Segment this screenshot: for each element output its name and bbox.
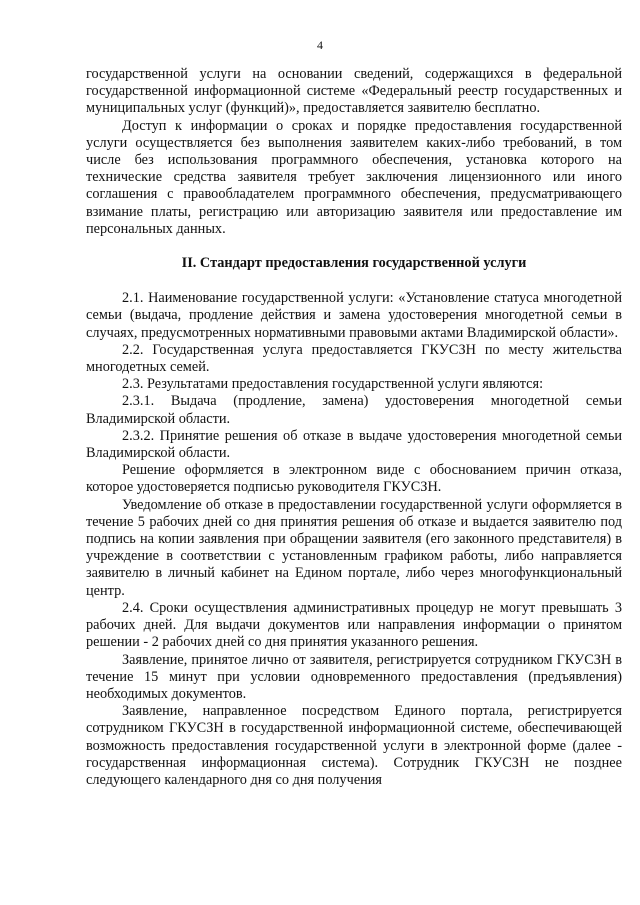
paragraph: 2.3. Результатами предоставления государственной услуги являются: bbox=[122, 376, 544, 393]
paragraph: Уведомление об отказе в предоставлении государственной услуги оформляется в течение 5 рабочих дней со дня принятия решения об отказе и выдается заявителю под подпись на копии заявления при обращении заявителя (его законного представителя) в учреждение в соответствии с установленным графиком работы, либо направляется заявителю в личный кабинет на Едином портале, либо через многофункциональный центр. bbox=[86, 496, 622, 599]
page-number: 4 bbox=[317, 38, 323, 52]
paragraph: Заявление, направленное посредством Единого портала, регистрируется сотрудником ГКУСЗН в государственной информационной системе, обеспечивающей возможность предоставления государственной услуги в электронной форме (далее - государственная информационная система). Сотрудник ГКУСЗН не позднее следующего календарного дня со дня получения bbox=[86, 703, 622, 788]
section-heading: II. Стандарт предоставления государственной услуги bbox=[181, 255, 527, 272]
paragraph: Решение оформляется в электронном виде с обоснованием причин отказа, которое удостоверяется подписью руководителя ГКУСЗН. bbox=[86, 462, 622, 496]
document-body bbox=[86, 66, 622, 789]
paragraph: 2.4. Сроки осуществления административных процедур не могут превышать 3 рабочих дней. Для выдачи документов или направления информации о принятом решении - 2 рабочих дней со дня принятия указанного решения. bbox=[86, 599, 622, 651]
paragraph: 2.3.1. Выдача (продление, замена) удостоверения многодетной семьи Владимирской области. bbox=[86, 393, 622, 427]
paragraph: 2.3.2. Принятие решения об отказе в выдаче удостоверения многодетной семьи Владимирской области. bbox=[86, 427, 622, 462]
paragraph: государственной услуги на основании сведений, содержащихся в федеральной государственной информационной системе «Федеральный реестр государственных и муниципальных услуг (функций)», предоставляется заявителю бесплатно. bbox=[86, 66, 622, 117]
paragraph: Заявление, принятое лично от заявителя, регистрируется сотрудником ГКУСЗН в течение 15 минут при условии одновременного предоставления (предъявления) необходимых документов. bbox=[86, 651, 622, 702]
paragraph: 2.2. Государственная услуга предоставляется ГКУСЗН по месту жительства многодетных семей. bbox=[86, 341, 622, 376]
paragraph: Доступ к информации о сроках и порядке предоставления государственной услуги осуществляется без выполнения заявителем каких-либо требований, в том числе без использования программного обеспечения, установка которого на технические средства заявителя требует заключения лицензионного или иного соглашения с правообладателем программного обеспечения, предусматривающего взимание платы, регистрацию или авторизацию заявителя или предоставление им персональных данных. bbox=[86, 117, 622, 237]
paragraph: 2.1. Наименование государственной услуги: «Установление статуса многодетной семьи (выдача, продление действия и замена удостоверения многодетной семьи в случаях, предусмотренных нормативными правовыми актами Владимирской области». bbox=[86, 290, 622, 341]
